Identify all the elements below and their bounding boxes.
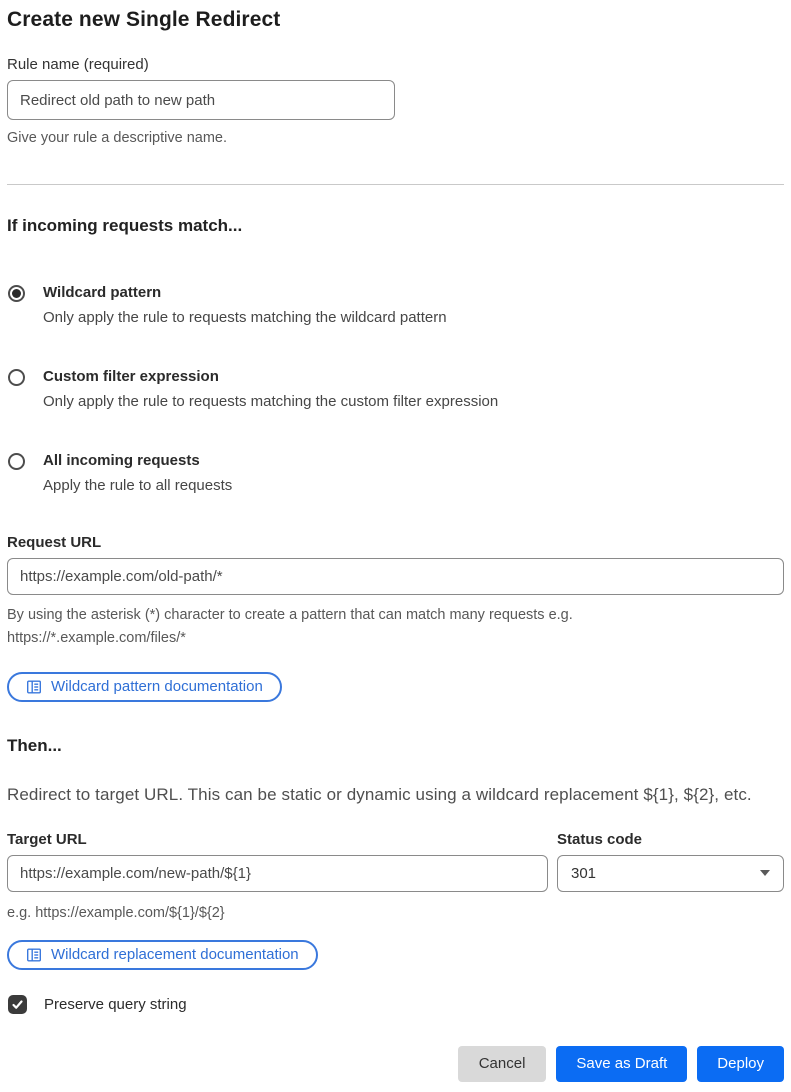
then-section-description: Redirect to target URL. This can be static or dynamic using a wildcard replacement ${1}, ${2}, etc. [7,784,752,804]
doc-button-label: Wildcard pattern documentation [51,678,263,696]
radio-label: Custom filter expression [43,368,219,386]
page-title: Create new Single Redirect [7,8,281,31]
target-and-status-row [7,805,784,892]
wildcard-replacement-docs-button[interactable] [7,940,318,970]
target-url-help: e.g. https://example.com/${1}/${2} [7,904,225,921]
radio-unselected-icon[interactable] [8,369,25,386]
preserve-query-string-row[interactable] [7,995,784,1014]
then-section-heading: Then... [7,735,62,755]
radio-description: Only apply the rule to requests matching the custom filter expression [43,392,499,410]
match-type-radio-group [7,282,784,497]
preserve-query-string-label: Preserve query string [44,995,187,1013]
radio-unselected-icon[interactable] [8,453,25,470]
radio-label: Wildcard pattern [43,284,162,302]
radio-option-wildcard-pattern[interactable] [7,282,784,329]
rule-name-input[interactable] [7,80,395,120]
target-url-label: Target URL [7,830,87,848]
deploy-button[interactable]: Deploy [697,1046,784,1082]
request-url-help [7,604,784,650]
section-divider [7,184,784,185]
status-code-value: 301 [571,864,597,882]
radio-description: Only apply the rule to requests matching the wildcard pattern [43,308,447,326]
status-code-label: Status code [557,830,643,848]
save-as-draft-button[interactable]: Save as Draft [556,1046,687,1082]
checkbox-checked-icon[interactable] [8,995,27,1014]
request-url-input[interactable] [7,558,784,595]
chevron-down-icon [760,870,770,876]
match-section-heading: If incoming requests match... [7,216,243,236]
request-url-help-line1: By using the asterisk (*) character to create a pattern that can match many requests e.g. [7,607,573,624]
book-icon [26,947,42,963]
status-code-select[interactable] [557,855,784,892]
wildcard-pattern-docs-button[interactable] [7,672,282,702]
target-url-input[interactable] [7,855,548,892]
radio-description: Apply the rule to all requests [43,476,233,494]
rule-name-help: Give your rule a descriptive name. [7,130,228,146]
request-url-help-line2: https://*.example.com/files/* [7,630,186,647]
request-url-label: Request URL [7,534,102,552]
cancel-button[interactable]: Cancel [458,1046,547,1082]
footer-actions [7,1046,784,1082]
doc-button-label: Wildcard replacement documentation [51,946,299,964]
radio-selected-icon[interactable] [8,285,25,302]
book-icon [26,679,42,695]
radio-option-custom-filter-expression[interactable] [7,366,784,413]
radio-option-all-incoming-requests[interactable] [7,450,784,497]
rule-name-label: Rule name (required) [7,56,149,73]
radio-label: All incoming requests [43,452,200,470]
